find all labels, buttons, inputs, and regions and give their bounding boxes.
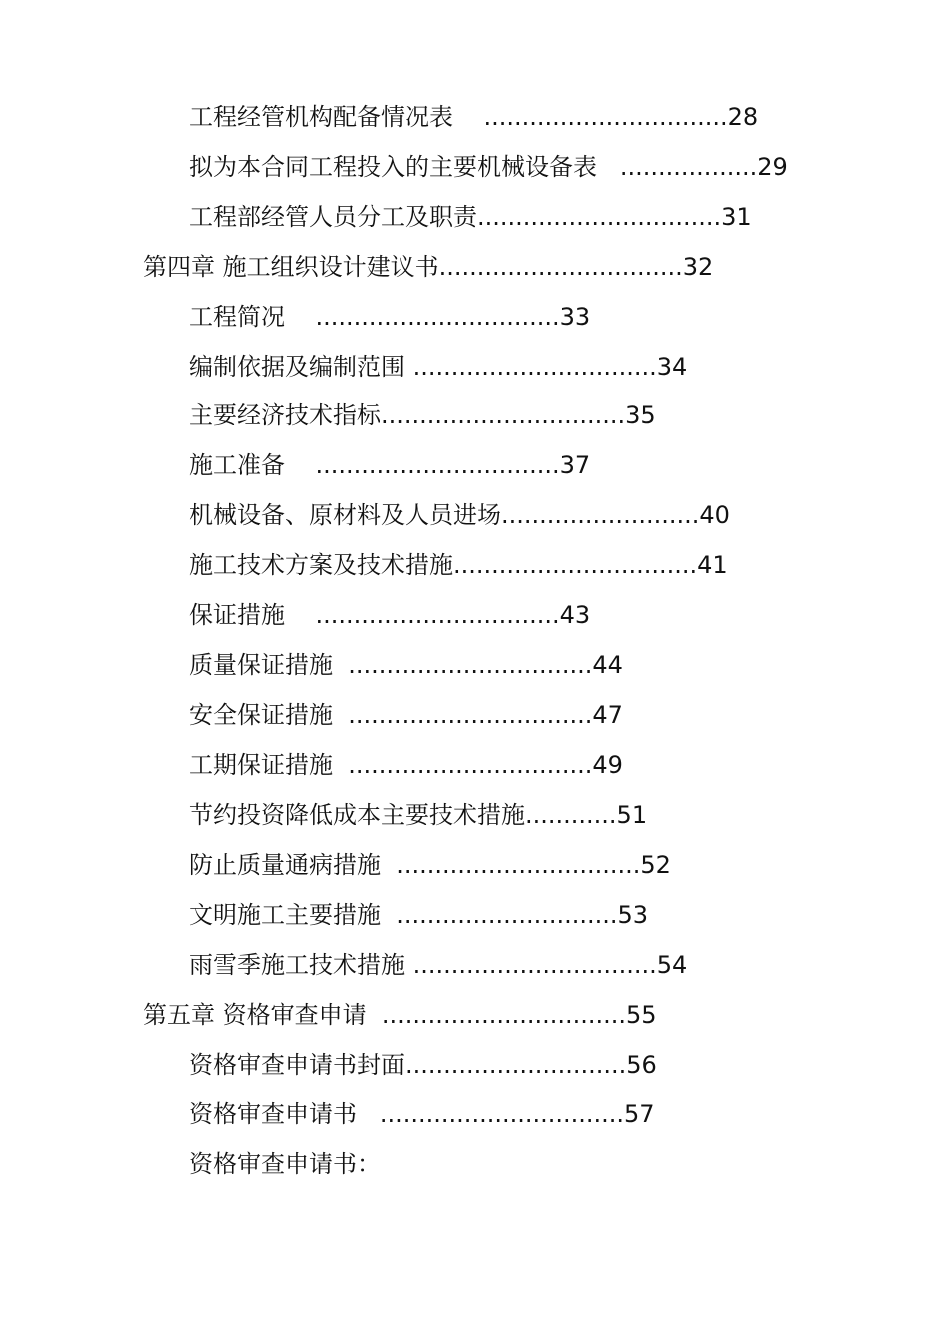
toc-dot-leader: ................................ xyxy=(453,551,698,579)
toc-entry-line xyxy=(189,599,590,631)
toc-dot-leader: ................................ xyxy=(396,851,641,879)
toc-entry-line xyxy=(189,201,752,233)
toc-gap xyxy=(381,851,396,879)
toc-page-number: 40 xyxy=(699,501,730,529)
toc-dot-leader: ................................ xyxy=(477,203,722,231)
toc-page-number: 35 xyxy=(625,401,656,429)
toc-page-number: 29 xyxy=(757,153,788,181)
toc-title: 施工准备 xyxy=(189,451,285,479)
toc-chapter-line xyxy=(143,999,657,1031)
toc-dot-leader: ................................ xyxy=(348,751,593,779)
toc-entry-line xyxy=(189,799,647,831)
toc-title: 雨雪季施工技术措施 xyxy=(189,951,405,979)
toc-page-number: 44 xyxy=(592,651,623,679)
toc-gap xyxy=(357,1100,380,1128)
toc-title: 安全保证措施 xyxy=(189,701,333,729)
toc-page-number: 34 xyxy=(656,353,688,381)
toc-page-number: 33 xyxy=(559,303,591,331)
toc-dot-leader: ............................. xyxy=(396,901,618,929)
toc-title: 保证措施 xyxy=(189,601,285,629)
toc-entry-line xyxy=(189,1098,655,1130)
toc-page-number: 51 xyxy=(616,801,648,829)
toc-page-number: 49 xyxy=(592,751,623,779)
toc-page-number: 28 xyxy=(727,103,759,131)
toc-dot-leader: ................................ xyxy=(381,1001,627,1029)
toc-entry-line xyxy=(189,399,656,431)
toc-title: 工程部经管人员分工及职责 xyxy=(189,203,477,231)
toc-gap xyxy=(381,901,396,929)
toc-dot-leader: ................................ xyxy=(315,451,560,479)
toc-entry-line xyxy=(189,699,623,731)
toc-title: 拟为本合同工程投入的主要机械设备表 xyxy=(189,153,597,181)
toc-gap xyxy=(453,103,484,131)
toc-title: 第四章 施工组织设计建议书 xyxy=(143,253,439,281)
toc-page-number: 43 xyxy=(559,601,591,629)
toc-gap xyxy=(285,601,316,629)
toc-entry-line xyxy=(189,749,623,781)
toc-page-number: 47 xyxy=(592,701,623,729)
toc-title: 防止质量通病措施 xyxy=(189,851,381,879)
toc-title: 施工技术方案及技术措施 xyxy=(189,551,453,579)
toc-gap xyxy=(285,451,316,479)
toc-title: 工期保证措施 xyxy=(189,751,333,779)
toc-dot-leader: ................................ xyxy=(348,651,593,679)
toc-gap xyxy=(405,353,413,381)
toc-title: 资格审查申请书封面 xyxy=(189,1051,405,1079)
toc-entry-line xyxy=(189,1049,657,1081)
toc-page-number: 57 xyxy=(624,1100,655,1128)
toc-entry-line xyxy=(189,549,728,581)
toc-title: 节约投资降低成本主要技术措施 xyxy=(189,801,525,829)
toc-dot-leader: ................................ xyxy=(315,601,560,629)
toc-entry-line xyxy=(189,449,590,481)
toc-page-number: 52 xyxy=(640,851,671,879)
toc-entry-line xyxy=(189,101,758,133)
toc-entry-line xyxy=(189,499,730,531)
toc-page-number: 54 xyxy=(656,951,688,979)
toc-dot-leader: ................................ xyxy=(348,701,593,729)
toc-dot-leader: ................................ xyxy=(412,353,657,381)
toc-chapter-line xyxy=(143,251,713,283)
toc-dot-leader: ................................ xyxy=(315,303,560,331)
toc-title: 资格审查申请书 xyxy=(189,1100,357,1128)
toc-gap xyxy=(597,153,620,181)
toc-entry-line xyxy=(189,949,687,981)
toc-entry-line xyxy=(189,1148,381,1180)
toc-gap xyxy=(333,651,348,679)
toc-dot-leader: ............................. xyxy=(405,1051,627,1079)
toc-dot-leader: ................................ xyxy=(381,401,626,429)
toc-dot-leader: ................................ xyxy=(483,103,728,131)
toc-dot-leader: .......................... xyxy=(501,501,700,529)
toc-entry-line xyxy=(189,351,687,383)
toc-entry-line xyxy=(189,151,788,183)
toc-title: 资格审查申请书： xyxy=(189,1150,381,1178)
toc-page-number: 55 xyxy=(626,1001,657,1029)
toc-gap xyxy=(367,1001,382,1029)
toc-dot-leader: ................................ xyxy=(379,1100,625,1128)
toc-entry-line xyxy=(189,899,648,931)
toc-gap xyxy=(405,951,413,979)
toc-dot-leader: ................................ xyxy=(412,951,657,979)
toc-title: 主要经济技术指标 xyxy=(189,401,381,429)
toc-title: 质量保证措施 xyxy=(189,651,333,679)
toc-title: 文明施工主要措施 xyxy=(189,901,381,929)
toc-title: 工程简况 xyxy=(189,303,285,331)
toc-gap xyxy=(333,751,348,779)
toc-title: 编制依据及编制范围 xyxy=(189,353,405,381)
toc-dot-leader: ................................ xyxy=(438,253,683,281)
toc-entry-line xyxy=(189,649,623,681)
toc-title: 第五章 资格审查申请 xyxy=(143,1001,367,1029)
toc-dot-leader: ............ xyxy=(525,801,617,829)
toc-entry-line xyxy=(189,301,590,333)
toc-page-number: 31 xyxy=(721,203,752,231)
toc-page-number: 53 xyxy=(617,901,649,929)
toc-gap xyxy=(333,701,348,729)
toc-page-number: 32 xyxy=(682,253,714,281)
toc-title: 机械设备、原材料及人员进场 xyxy=(189,501,501,529)
toc-page-number: 56 xyxy=(626,1051,657,1079)
toc-page-number: 37 xyxy=(559,451,591,479)
toc-entry-line xyxy=(189,849,671,881)
toc-title: 工程经管机构配备情况表 xyxy=(189,103,453,131)
toc-gap xyxy=(285,303,316,331)
toc-page-number: 41 xyxy=(697,551,728,579)
toc-dot-leader: .................. xyxy=(619,153,758,181)
